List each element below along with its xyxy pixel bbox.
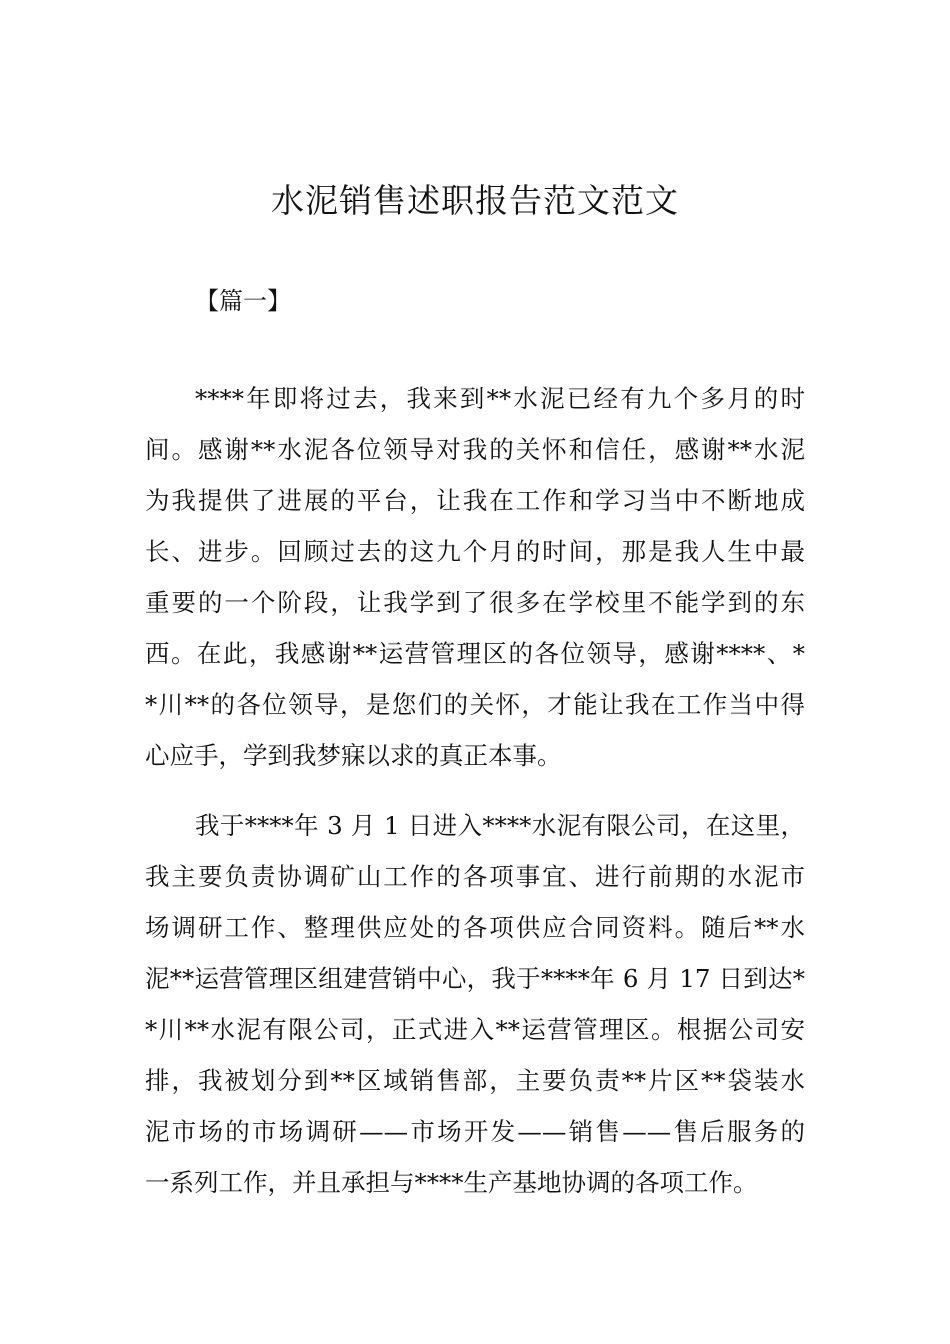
paragraph-2	[145, 800, 805, 1208]
paragraph-line: 排，我被划分到**区域销售部，主要负责**片区**袋装水	[145, 1066, 805, 1095]
paragraph-line: 我于****年 3 月 1 日进入****水泥有限公司，在这里，	[195, 811, 805, 840]
paragraph-line: 场调研工作、整理供应处的各项供应合同资料。随后**水	[145, 913, 805, 942]
section-label: 【篇一】	[195, 287, 291, 315]
paragraph-line: 重要的一个阶段，让我学到了很多在学校里不能学到的东	[145, 588, 805, 617]
paragraph-line: *川**的各位领导，是您们的关怀，才能让我在工作当中得	[145, 690, 805, 719]
document-title: 水泥销售述职报告范文范文	[271, 181, 679, 220]
paragraph-line: 泥**运营管理区组建营销中心，我于****年 6 月 17 日到达*	[145, 964, 805, 993]
paragraph-line: 西。在此，我感谢**运营管理区的各位领导，感谢****、*	[145, 639, 805, 668]
paragraph-line: 间。感谢**水泥各位领导对我的关怀和信任，感谢**水泥	[145, 435, 805, 464]
paragraph-line: 泥市场的市场调研——市场开发——销售——售后服务的	[145, 1117, 805, 1146]
paragraph-line: 为我提供了进展的平台，让我在工作和学习当中不断地成	[145, 486, 805, 515]
paragraph-line: *川**水泥有限公司，正式进入**运营管理区。根据公司安	[145, 1015, 805, 1044]
paragraph-1	[145, 373, 805, 781]
paragraph-line: 长、进步。回顾过去的这九个月的时间，那是我人生中最	[145, 537, 805, 566]
paragraph-line: 我主要负责协调矿山工作的各项事宜、进行前期的水泥市	[145, 862, 805, 891]
paragraph-line: ****年即将过去，我来到**水泥已经有九个多月的时	[195, 384, 805, 413]
paragraph-line: 心应手，学到我梦寐以求的真正本事。	[145, 741, 562, 770]
paragraph-line: 一系列工作，并且承担与****生产基地协调的各项工作。	[145, 1168, 758, 1197]
